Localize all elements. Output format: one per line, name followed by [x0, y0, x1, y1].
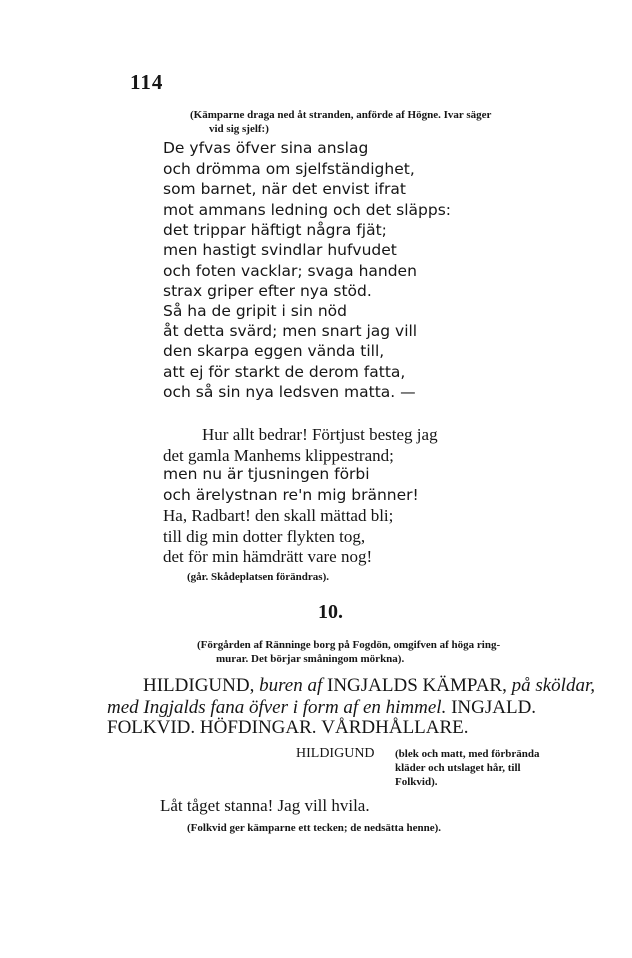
scene-description-line1: (Förgården af Ränninge borg på Fogdön, omgifven af höga ring-	[197, 639, 501, 651]
verse-line: men hastigt svindlar hufvudet	[163, 241, 397, 259]
verse-line: och drömma om sjelfständighet,	[163, 160, 415, 178]
verse-line: och foten vacklar; svaga handen	[163, 262, 417, 280]
verse-line: men nu är tjusningen förbi	[163, 465, 370, 483]
speaker-direction-line2: kläder och utslaget hår, till	[395, 762, 521, 774]
cast-kampar: KÄMPAR,	[422, 675, 507, 696]
scene-description-line2: murar. Det börjar småningom mörkna).	[216, 653, 405, 665]
verse-line: att ej för starkt de derom fatta,	[163, 363, 406, 381]
verse-line: Ha, Radbart! den skall mättad bli;	[163, 506, 394, 525]
verse-line: mot ammans ledning och det släpps:	[163, 201, 451, 219]
verse-line: det gamla Manhems klippestrand;	[163, 446, 394, 465]
verse-line: till dig min dotter flykten tog,	[163, 527, 366, 546]
cast-line-1	[143, 676, 595, 695]
speaker-direction-line1: (blek och matt, med förbrända	[395, 748, 540, 760]
cast-folkvid: FOLKVID.	[107, 717, 196, 738]
cast-line-3	[107, 718, 469, 737]
verse-line: strax griper efter nya stöd.	[163, 282, 372, 300]
verse-line: Så ha de gripit i sin nöd	[163, 302, 347, 320]
final-stage-direction: (Folkvid ger kämparne ett tecken; de nedsätta henne).	[187, 822, 441, 834]
cast-pa-skoldar: på sköldar,	[511, 675, 595, 696]
verse-line: den skarpa eggen vända till,	[163, 342, 385, 360]
hildigund-line: Låt tåget stanna! Jag vill hvila.	[160, 796, 370, 815]
scene-number: 10.	[318, 601, 343, 623]
stage-direction-2: (går. Skådeplatsen förändras).	[187, 571, 329, 583]
cast-ingjald: INGJALD.	[451, 697, 537, 718]
cast-ingjalds: INGJALDS	[327, 675, 418, 696]
cast-fana-description: med Ingjalds fana öfver i form af en himmel.	[107, 697, 447, 718]
page-number: 114	[130, 70, 164, 94]
verse-line: och så sin nya ledsven matta. —	[163, 383, 416, 401]
verse-line: och ärelystnan re'n mig bränner!	[163, 486, 419, 504]
cast-line-2	[107, 698, 536, 717]
cast-vardhallare: VÅRDHÅLLARE.	[321, 717, 469, 738]
cast-hofdingar: HÖFDINGAR.	[199, 717, 317, 738]
speaker-direction-line3: Folkvid).	[395, 776, 438, 788]
verse-line: De yfvas öfver sina anslag	[163, 139, 369, 157]
speaker-name: HILDIGUND	[296, 746, 375, 761]
verse-line: åt detta svärd; men snart jag vill	[163, 322, 418, 340]
verse-line: det för min hämdrätt vare nog!	[163, 547, 373, 566]
verse-line: som barnet, när det envist ifrat	[163, 180, 406, 198]
verse-line: det trippar häftigt några fjät;	[163, 221, 387, 239]
stage-direction-1-line1: (Kämparne draga ned åt stranden, anförde af Högne. Ivar säger	[190, 109, 492, 121]
cast-buren-af: buren af	[259, 675, 323, 696]
stage-direction-1-line2: vid sig sjelf:)	[209, 123, 269, 135]
cast-hildigund: HILDIGUND,	[143, 675, 255, 696]
verse-line: Hur allt bedrar! Förtjust besteg jag	[202, 425, 438, 444]
